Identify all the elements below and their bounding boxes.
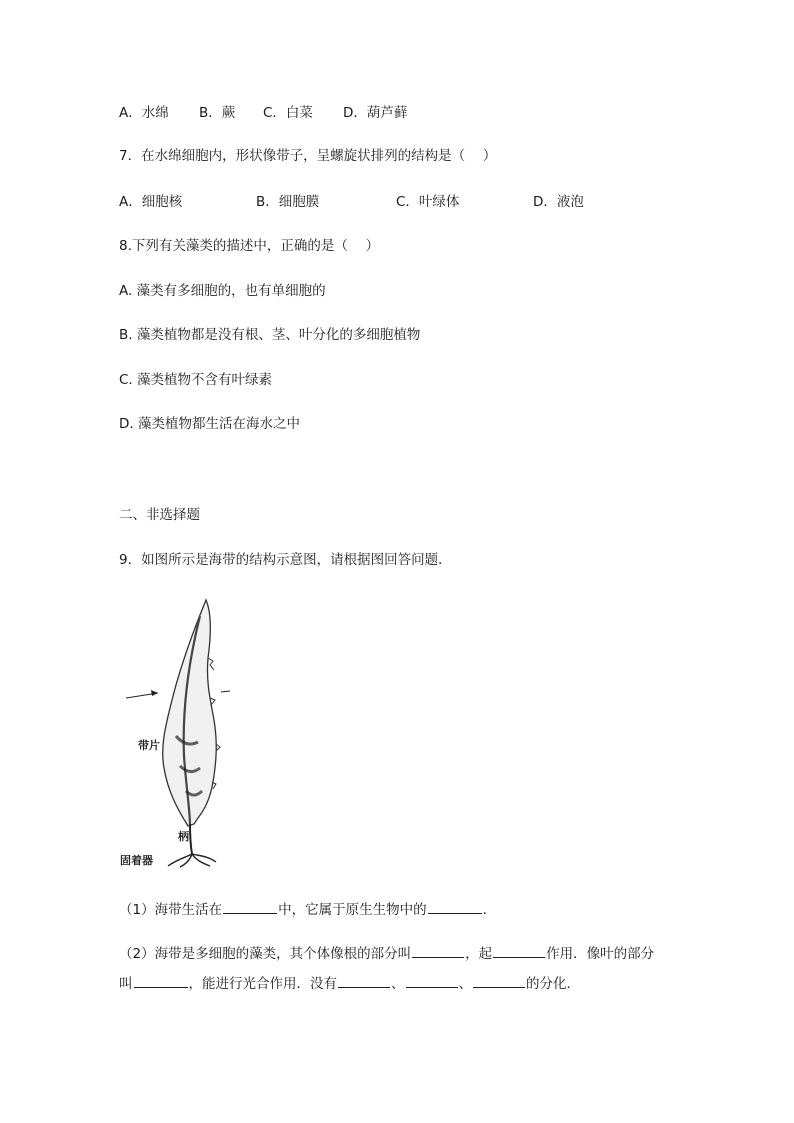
q9-part2-text-h: 的分化．	[526, 976, 580, 992]
q7-option-c: C．叶绿体	[396, 194, 460, 210]
q9-stem: 9．如图所示是海带的结构示意图，请根据图回答问题．	[119, 552, 452, 568]
kelp-diagram	[116, 596, 234, 868]
q8-option-d: D. 藻类植物都生活在海水之中	[119, 416, 300, 432]
q7-stem: 7．在水绵细胞内，形状像带子，呈螺旋状排列的结构是（ ）	[119, 148, 497, 164]
figure-label-stalk: 柄	[178, 830, 189, 843]
q9-part1-text-c: ．	[482, 902, 497, 918]
q9-part2-text-e: ，能进行光合作用．没有	[188, 976, 337, 992]
q7-options	[119, 193, 619, 211]
q7-option-d: D．液泡	[533, 194, 584, 210]
q9-part2-text-g: 、	[458, 976, 472, 992]
figure-label-holdfast: 固着器	[120, 854, 153, 867]
figure-label-blade: 带片	[138, 739, 160, 752]
q9-part2	[119, 944, 654, 963]
kelp-illustration	[116, 596, 234, 868]
q6-option-c: C．白菜	[263, 105, 313, 121]
q8-stem: 8.下列有关藻类的描述中，正确的是（ ）	[119, 238, 380, 254]
q8-option-b: B. 藻类植物都是没有根、茎、叶分化的多细胞植物	[119, 327, 421, 343]
q7-option-b: B．细胞膜	[256, 194, 320, 210]
q6-option-d: D．葫芦藓	[343, 105, 408, 121]
blank-differentiation-3[interactable]	[473, 974, 525, 988]
q6-options	[119, 104, 519, 122]
q9-part1-text-a: （1）海带生活在	[119, 902, 223, 918]
blank-protist-group[interactable]	[428, 900, 482, 914]
q6-option-a: A．水绵	[119, 105, 169, 121]
blank-differentiation-1[interactable]	[338, 974, 390, 988]
q9-part2-text-d: 叫	[119, 976, 133, 992]
q9-part2-continued	[119, 974, 580, 993]
blank-differentiation-2[interactable]	[406, 974, 458, 988]
q9-part2-text-c: 作用．像叶的部分	[546, 946, 655, 962]
q8-option-c: C. 藻类植物不含有叶绿素	[119, 372, 273, 388]
q9-part1-text-b: 中，它属于原生生物中的	[278, 902, 427, 918]
blank-root-like-part[interactable]	[412, 944, 464, 958]
q9-part2-text-a: （2）海带是多细胞的藻类，其个体像根的部分叫	[119, 946, 412, 962]
q9-part2-text-b: ，起	[465, 946, 493, 962]
q9-part2-text-f: 、	[391, 976, 405, 992]
blank-function[interactable]	[493, 944, 545, 958]
section-heading: 二、非选择题	[119, 507, 200, 523]
q9-part1	[119, 900, 496, 919]
q8-option-a: A. 藻类有多细胞的，也有单细胞的	[119, 283, 326, 299]
blank-habitat[interactable]	[223, 900, 277, 914]
blank-leaf-like-part[interactable]	[134, 974, 188, 988]
q7-option-a: A．细胞核	[119, 194, 183, 210]
q6-option-b: B．蕨	[199, 105, 236, 121]
